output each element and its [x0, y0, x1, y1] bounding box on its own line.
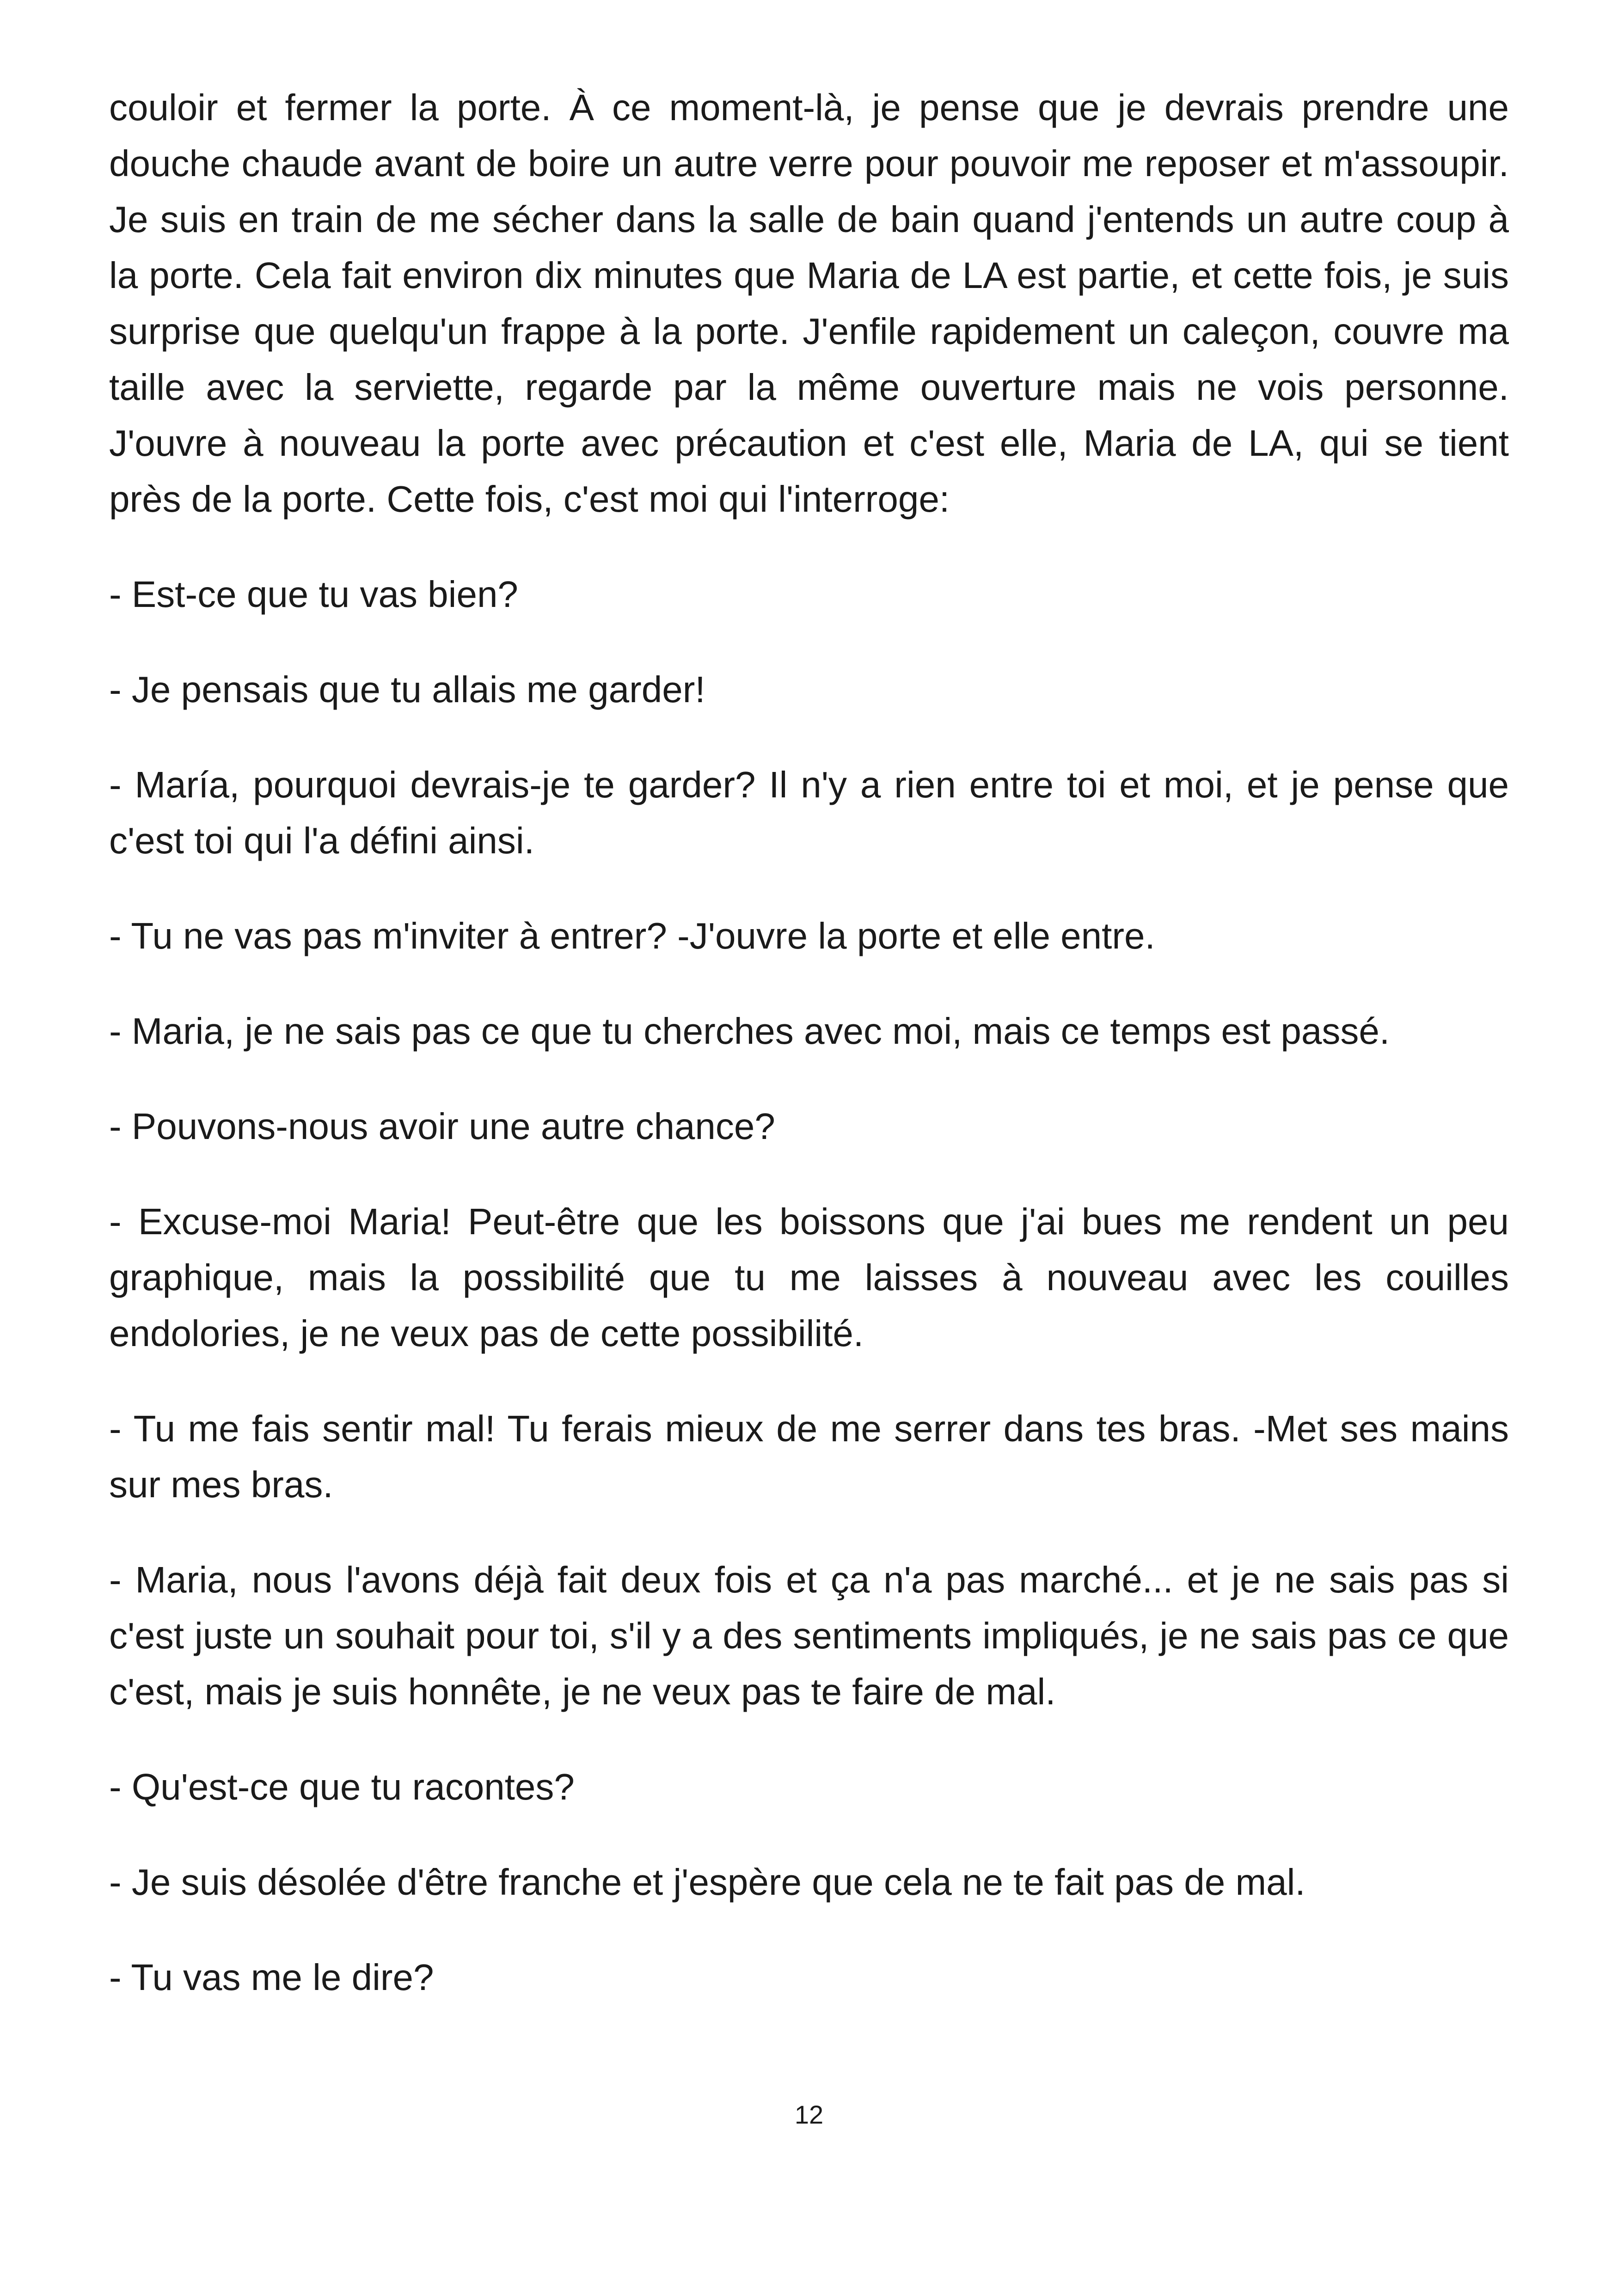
dialogue-line: - Tu vas me le dire?	[109, 1957, 434, 1998]
dialogue-line: - Excuse-moi Maria! Peut-être que les boissons que j'ai bues me rendent un peu graphique, mais la possibilité que tu me laisses à nouveau avec les couilles endolories, je ne veux pas de cette possibilité.	[109, 1201, 1509, 1354]
dialogue-line: - Maria, je ne sais pas ce que tu cherches avec moi, mais ce temps est passé.	[109, 1010, 1390, 1052]
dialogue-line: - Je pensais que tu allais me garder!	[109, 669, 705, 710]
dialogue-line: - Tu me fais sentir mal! Tu ferais mieux de me serrer dans tes bras. -Met ses mains sur mes bras.	[109, 1408, 1509, 1505]
paragraph: couloir et fermer la porte. À ce moment-là, je pense que je devrais prendre une douche chaude avant de boire un autre verre pour pouvoir me reposer et m'assoupir. Je suis en train de me sécher dans la salle de bain quand j'entends un autre coup à la porte. Cela fait environ dix minutes que Maria de LA est partie, et cette fois, je suis surprise que quelqu'un frappe à la porte. J'enfile rapidement un caleçon, couvre ma taille avec la serviette, regarde par la même ouverture mais ne vois personne. J'ouvre à nouveau la porte avec précaution et c'est elle, Maria de LA, qui se tient près de la porte. Cette fois, c'est moi qui l'interroge:	[109, 87, 1509, 520]
dialogue-line: - Tu ne vas pas m'inviter à entrer? -J'ouvre la porte et elle entre.	[109, 915, 1155, 956]
body-text	[109, 80, 1509, 2045]
dialogue-line: - Qu'est-ce que tu racontes?	[109, 1766, 575, 1807]
dialogue-line: - Pouvons-nous avoir une autre chance?	[109, 1106, 775, 1147]
dialogue-line: - Maria, nous l'avons déjà fait deux fois et ça n'a pas marché... et je ne sais pas si c'est juste un souhait pour toi, s'il y a des sentiments impliqués, je ne sais pas ce que c'est, mais je suis honnête, je ne veux pas te faire de mal.	[109, 1559, 1509, 1712]
dialogue-line: - Je suis désolée d'être franche et j'espère que cela ne te fait pas de mal.	[109, 1861, 1305, 1903]
dialogue-line: - Est-ce que tu vas bien?	[109, 574, 518, 615]
page-number: 12	[794, 2100, 824, 2129]
dialogue-line: - María, pourquoi devrais-je te garder? Il n'y a rien entre toi et moi, et je pense que c'est toi qui l'a défini ainsi.	[109, 764, 1509, 861]
